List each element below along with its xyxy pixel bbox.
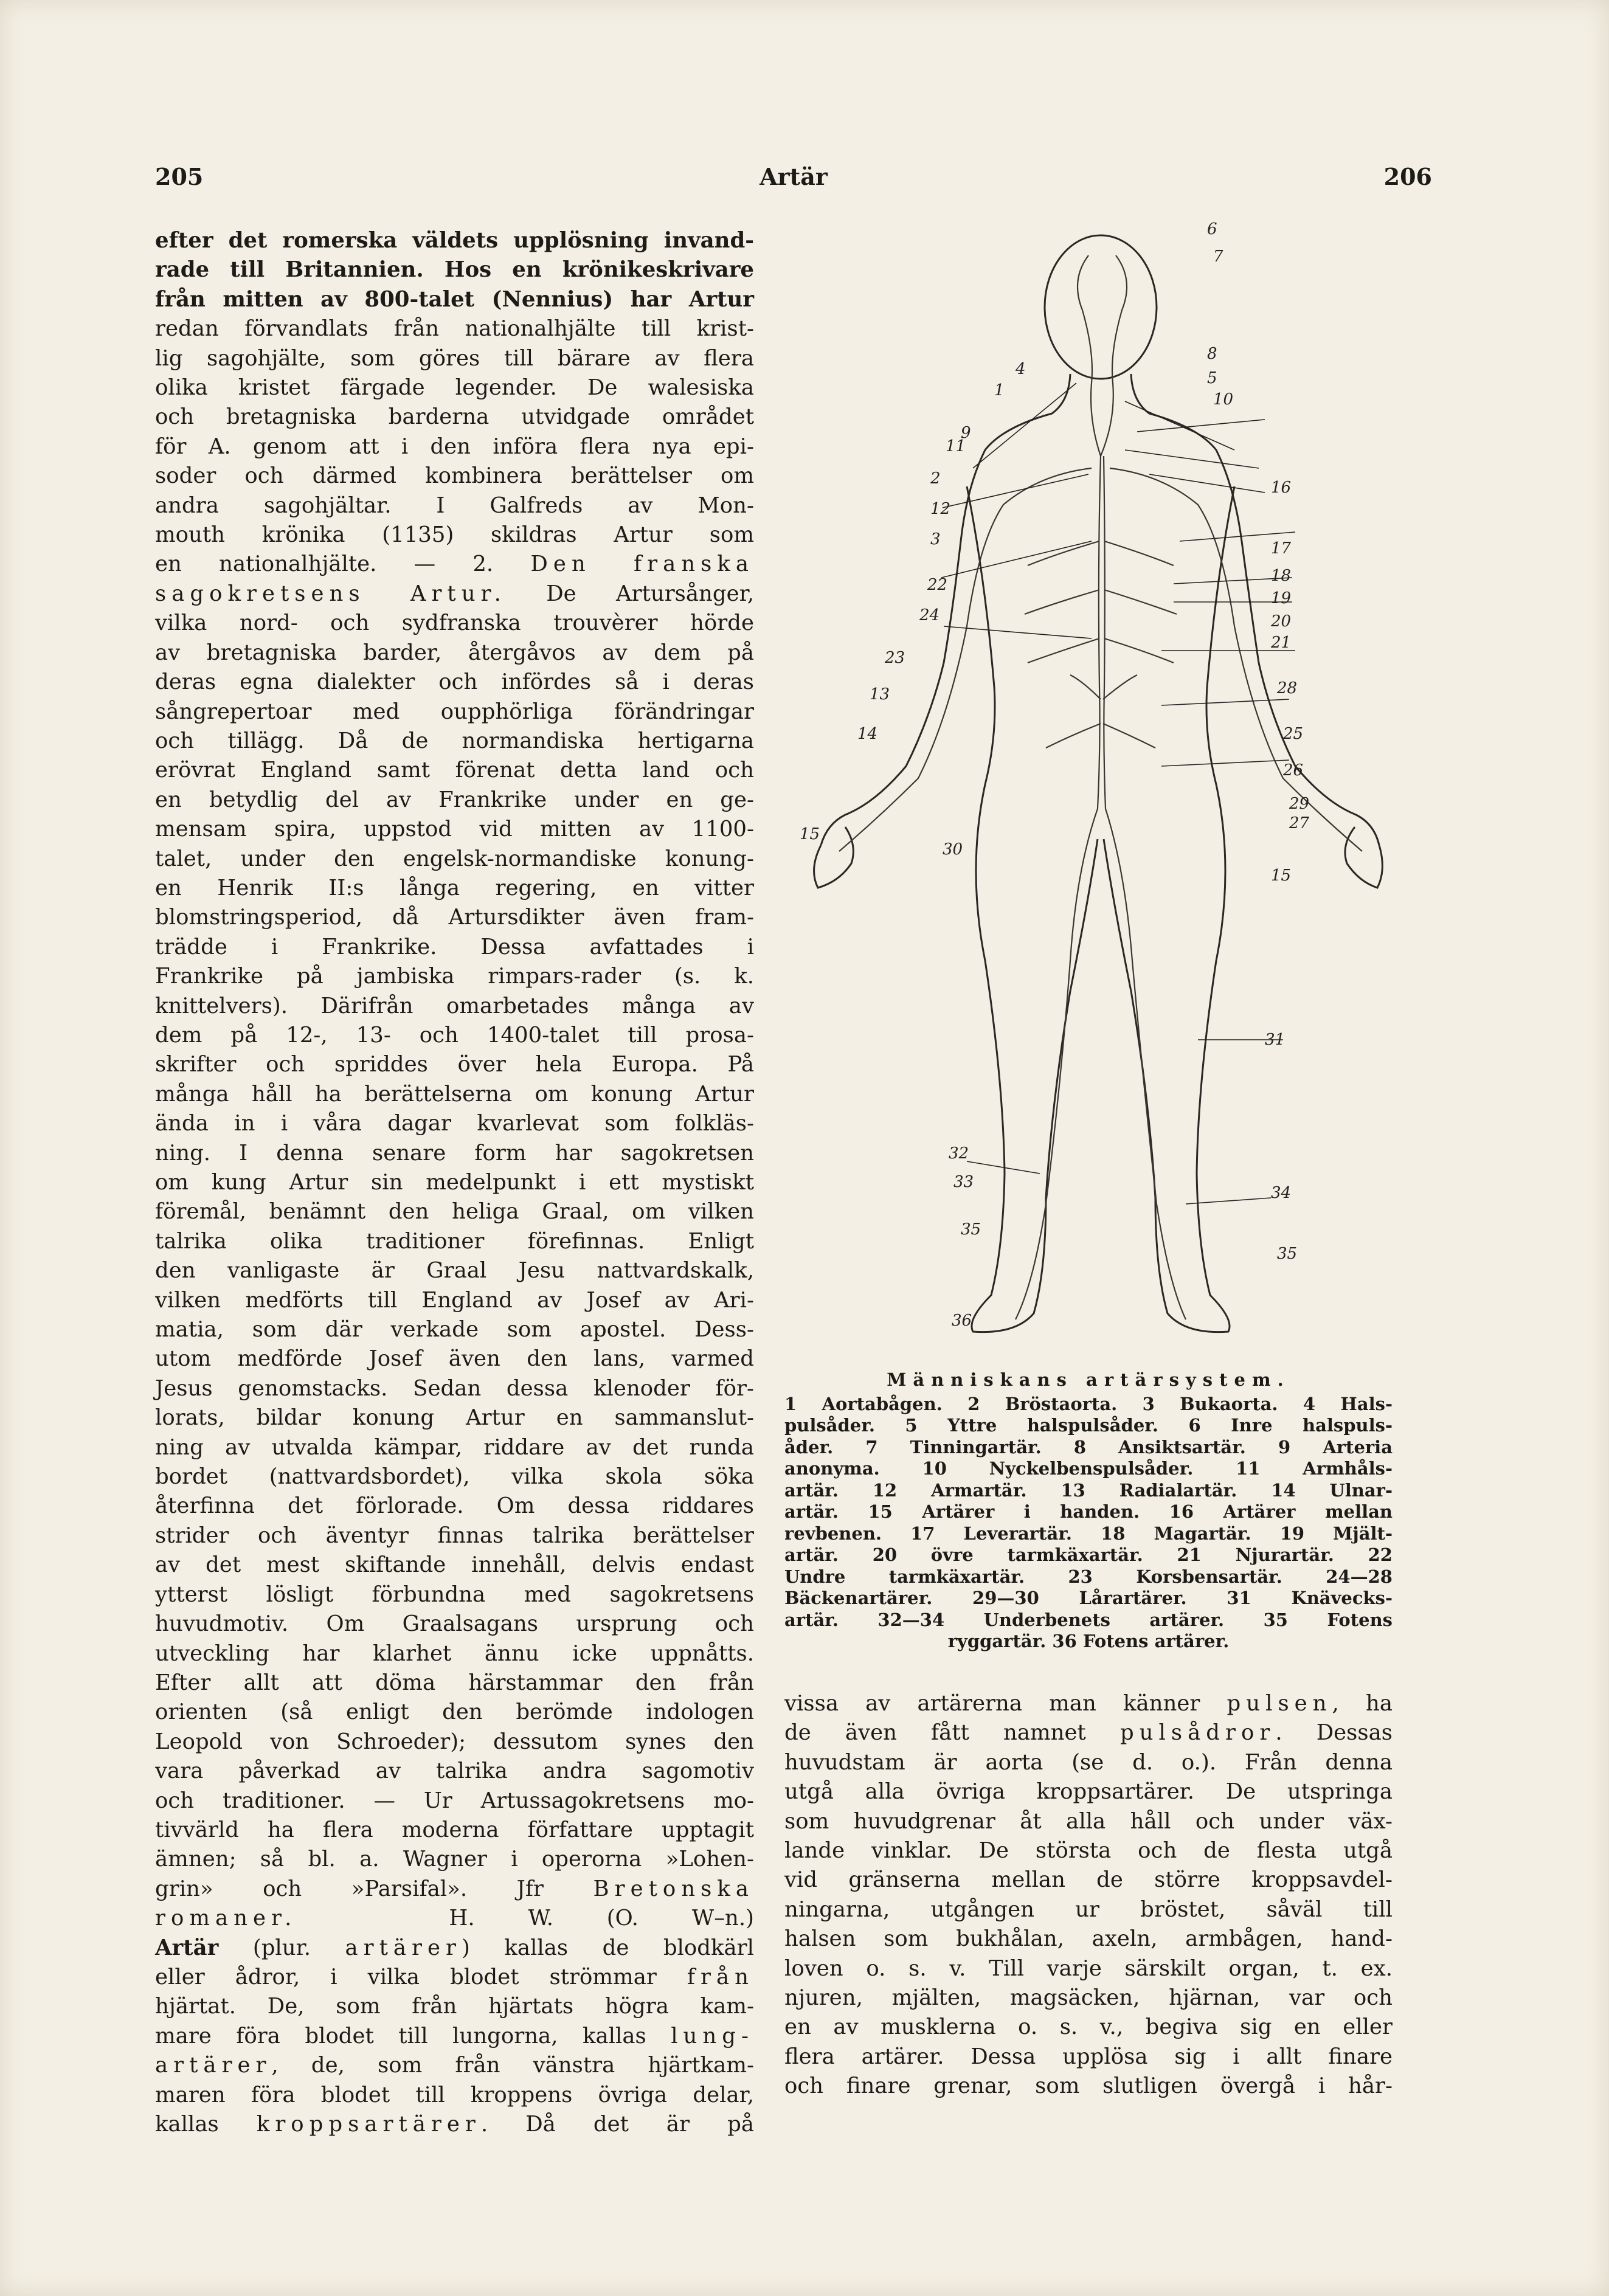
- artery-illustration: [784, 201, 1393, 1356]
- label-30: 30: [943, 840, 963, 859]
- text-line: [155, 1963, 754, 1992]
- text-line: lorats, bildar konung Artur en sammanslut-: [155, 1405, 754, 1431]
- label-33: 33: [953, 1173, 974, 1191]
- spaced-term: från: [687, 1964, 754, 1990]
- label-20: 20: [1271, 612, 1292, 631]
- text-line: återfinna det förlorade. Om dessa riddares: [155, 1493, 754, 1519]
- label-27: 27: [1289, 814, 1310, 832]
- text-line: vilken medförts till England av Josef av Ari-: [155, 1287, 754, 1313]
- text-line: skrifter och spriddes över hela Europa. På: [155, 1052, 754, 1077]
- spaced-term: kroppsartärer: [256, 2112, 481, 2137]
- spaced-term: artärer: [155, 2053, 272, 2078]
- label-15-right: 15: [1271, 866, 1292, 885]
- text-line: strider och äventyr finnas talrika berättelser: [155, 1523, 754, 1548]
- text-line: deras egna dialekter och infördes så i deras: [155, 669, 754, 695]
- text-run: eller ådror, i vilka blodet strömmar: [155, 1964, 687, 1990]
- text-line: huvudstam är aorta (se d. o.). Från denna: [784, 1749, 1393, 1775]
- caption-line: pulsåder. 5 Yttre halspulsåder. 6 Inre halspuls-: [784, 1415, 1393, 1436]
- text-line: och finare grenar, som slutligen övergå i hår-: [784, 2073, 1393, 2099]
- text-line: [155, 1934, 754, 1963]
- text-line: ning av utvalda kämpar, riddare av det runda: [155, 1434, 754, 1460]
- text-line: en betydlig del av Frankrike under en ge-: [155, 787, 754, 812]
- text-line: talrika olika traditioner förefinnas. Enligt: [155, 1228, 754, 1254]
- text-line: [155, 2110, 754, 2139]
- caption-line: artär. 12 Armartär. 13 Radialartär. 14 Ulnar-: [784, 1479, 1393, 1501]
- caption-line: 1 Aortabågen. 2 Bröstaorta. 3 Bukaorta. 4 Hals-: [784, 1393, 1393, 1414]
- text-line: knittelvers). Därifrån omarbetades många av: [155, 993, 754, 1018]
- text-run: De Artursånger,: [506, 581, 754, 606]
- text-line: [155, 550, 754, 579]
- text-run: de även fått namnet: [784, 1720, 1120, 1746]
- cross-reference-link[interactable]: romaner.: [155, 1906, 297, 1931]
- label-2: 2: [930, 469, 941, 488]
- text-line: dem på 12-, 13- och 1400-talet till prosa-: [155, 1022, 754, 1048]
- label-21: 21: [1271, 634, 1292, 652]
- text-run: en nationalhjälte. — 2.: [155, 552, 531, 577]
- left-column: [155, 226, 754, 2139]
- text-line: trädde i Frankrike. Dessa avfattades i: [155, 934, 754, 960]
- text-line: [155, 1904, 754, 1933]
- spaced-heading: sagokretsens Artur.: [155, 581, 507, 606]
- text-line: ämnen; så bl. a. Wagner i operorna »Lohen-: [155, 1847, 754, 1872]
- text-line: ning. I denna senare form har sagokretsen: [155, 1140, 754, 1166]
- text-line: andra sagohjältar. I Galfreds av Mon-: [155, 493, 754, 518]
- label-1: 1: [994, 381, 1005, 399]
- text-line: utveckling har klarhet ännu icke uppnåtts.: [155, 1641, 754, 1666]
- text-line: den vanligaste är Graal Jesu nattvardskalk,: [155, 1258, 754, 1284]
- text-line: och bretagniska barderna utvidgade området: [155, 404, 754, 430]
- label-32: 32: [949, 1144, 969, 1163]
- text-line: maren föra blodet till kroppens övriga delar,: [155, 2082, 754, 2108]
- text-line: lig sagohjälte, som göres till bärare av flera: [155, 345, 754, 371]
- text-line: efter det romerska väldets upplösning invand-: [155, 228, 754, 253]
- author-signature: H. W. (O. W–n.): [449, 1906, 754, 1931]
- right-column: [784, 1689, 1393, 2101]
- label-18: 18: [1271, 567, 1292, 585]
- caption-line: Undre tarmkäxartär. 23 Korsbensartär. 24—28: [784, 1566, 1393, 1587]
- label-10: 10: [1213, 390, 1234, 409]
- text-line: matia, som där verkade som apostel. Dess-: [155, 1317, 754, 1343]
- artery-lines: [839, 255, 1362, 1319]
- text-line: rade till Britannien. Hos en krönikeskrivare: [155, 257, 754, 283]
- spaced-term: lung-: [671, 2023, 754, 2049]
- label-35: 35: [961, 1220, 981, 1239]
- text-line: ningarna, utgången ur bröstet, såväl till: [784, 1897, 1393, 1922]
- text-line: Jesus genomstacks. Sedan dessa klenoder för-: [155, 1375, 754, 1401]
- text-run: , de, som från vänstra hjärtkam-: [271, 2053, 754, 2078]
- text-run: . Då det är på: [480, 2112, 754, 2137]
- text-line: [784, 1718, 1393, 1748]
- text-run: . Dessas: [1275, 1720, 1393, 1746]
- caption-line: artär. 15 Artärer i handen. 16 Artärer mellan: [784, 1501, 1393, 1522]
- text-line: halsen som bukhålan, axeln, armbågen, hand-: [784, 1926, 1393, 1952]
- caption-title: Människans artärsystem.: [887, 1369, 1290, 1390]
- text-line: en av musklerna o. s. v., begiva sig en eller: [784, 2014, 1393, 2040]
- caption-line: anonyma. 10 Nyckelbenspulsåder. 11 Armhåls-: [784, 1458, 1393, 1479]
- text-run: vissa av artärerna man känner: [784, 1691, 1227, 1716]
- text-line: och traditioner. — Ur Artussagokretsens mo-: [155, 1788, 754, 1813]
- figure-caption: [784, 1369, 1393, 1653]
- text-line: [155, 1875, 754, 1904]
- caption-line: ryggartär. 36 Fotens artärer.: [947, 1631, 1230, 1651]
- text-line: huvudmotiv. Om Graalsagans ursprung och: [155, 1611, 754, 1637]
- label-22: 22: [927, 576, 948, 594]
- text-line: som huvudgrenar åt alla håll och under väx-: [784, 1808, 1393, 1834]
- caption-line: artär. 32—34 Underbenets artärer. 35 Fotens: [784, 1609, 1393, 1630]
- text-run: ) kallas de blodkärl: [462, 1935, 754, 1960]
- text-line: olika kristet färgade legender. De walesiska: [155, 375, 754, 401]
- label-24: 24: [919, 606, 940, 624]
- caption-line: artär. 20 övre tarmkäxartär. 21 Njurartär. 22: [784, 1544, 1393, 1565]
- text-line: föremål, benämnt den heliga Graal, om vilken: [155, 1199, 754, 1225]
- text-line: av bretagniska barder, återgåvos av dem på: [155, 640, 754, 665]
- text-line: njuren, mjälten, magsäcken, hjärnan, var och: [784, 1985, 1393, 2011]
- text-line: många håll ha berättelserna om konung Artur: [155, 1081, 754, 1107]
- label-11: 11: [946, 437, 966, 455]
- label-16: 16: [1271, 479, 1292, 497]
- text-line: flera artärer. Dessa upplösa sig i allt finare: [784, 2044, 1393, 2069]
- label-6: 6: [1207, 220, 1217, 238]
- text-line: [155, 579, 754, 609]
- label-29: 29: [1289, 795, 1310, 813]
- page-number-left: 205: [155, 163, 204, 190]
- text-run: kallas: [155, 2112, 257, 2137]
- text-line: [155, 2051, 754, 2080]
- label-3: 3: [930, 530, 941, 548]
- label-4: 4: [1016, 360, 1026, 378]
- text-line: hjärtat. De, som från hjärtats högra kam-: [155, 1994, 754, 2019]
- page-header: [155, 163, 1432, 199]
- running-head: Artär: [760, 163, 828, 190]
- text-line: vid gränserna mellan de större kroppsavdel-: [784, 1867, 1393, 1893]
- label-25: 25: [1283, 725, 1304, 743]
- text-line: och tillägg. Då de normandiska hertigarna: [155, 728, 754, 753]
- label-28: 28: [1277, 679, 1298, 697]
- text-run: , ha: [1332, 1691, 1393, 1716]
- label-5: 5: [1207, 369, 1217, 387]
- text-line: orienten (så enligt den berömde indologen: [155, 1700, 754, 1725]
- text-line: om kung Artur sin medelpunkt i ett mystiskt: [155, 1170, 754, 1195]
- cross-reference-link[interactable]: Bretonska: [593, 1876, 754, 1901]
- text-run: grin» och »Parsifal». Jfr: [155, 1876, 593, 1901]
- text-run: (plur.: [218, 1935, 345, 1960]
- label-17: 17: [1271, 539, 1292, 558]
- text-line: utom medförde Josef även den lans, varmed: [155, 1346, 754, 1372]
- label-31: 31: [1265, 1031, 1285, 1049]
- caption-line: Bäckenartärer. 29—30 Lårartärer. 31 Knävecks-: [784, 1588, 1393, 1608]
- label-35-b: 35: [1277, 1245, 1298, 1263]
- text-line: loven o. s. v. Till varje särskilt organ, t. ex.: [784, 1955, 1393, 1981]
- label-13: 13: [870, 685, 890, 704]
- text-line: Frankrike på jambiska rimpars-rader (s. k.: [155, 964, 754, 989]
- text-run: mare föra blodet till lungorna, kallas: [155, 2023, 671, 2049]
- label-34: 34: [1271, 1184, 1292, 1202]
- text-line: erövrat England samt förenat detta land och: [155, 758, 754, 783]
- text-line: ytterst lösligt förbundna med sagokretsens: [155, 1582, 754, 1607]
- text-line: blomstringsperiod, då Artursdikter även fram-: [155, 905, 754, 930]
- text-line: bordet (nattvardsbordet), vilka skola söka: [155, 1464, 754, 1490]
- label-19: 19: [1271, 589, 1292, 607]
- text-line: talet, under den engelsk-normandiske konung-: [155, 846, 754, 871]
- label-12: 12: [930, 500, 951, 518]
- text-line: vilka nord- och sydfranska trouvèrer hörde: [155, 610, 754, 636]
- text-line: mouth krönika (1135) skildras Artur som: [155, 522, 754, 548]
- text-line: lande vinklar. De största och de flesta utgå: [784, 1838, 1393, 1864]
- text-line: tivvärld ha flera moderna författare upptagit: [155, 1817, 754, 1842]
- page-number-right: 206: [1383, 163, 1432, 190]
- text-line: Efter allt att döma härstammar den från: [155, 1670, 754, 1695]
- label-7: 7: [1213, 247, 1223, 266]
- spaced-term: pulsådror: [1119, 1720, 1276, 1746]
- label-15-left: 15: [800, 825, 820, 843]
- text-line: redan förvandlats från nationalhjälte till krist-: [155, 316, 754, 342]
- caption-line: åder. 7 Tinningartär. 8 Ansiktsartär. 9 Arteria: [784, 1436, 1393, 1457]
- text-line: en Henrik II:s långa regering, en vitter: [155, 875, 754, 901]
- text-line: från mitten av 800-talet (Nennius) har Artur: [155, 286, 754, 312]
- text-line: ända in i våra dagar kvarlevat som folkläs-: [155, 1111, 754, 1136]
- label-36: 36: [952, 1312, 972, 1330]
- entry-headword: Artär: [155, 1935, 219, 1960]
- label-9: 9: [961, 424, 971, 442]
- label-26: 26: [1283, 761, 1304, 780]
- text-line: för A. genom att i den införa flera nya epi-: [155, 434, 754, 459]
- text-line: soder och därmed kombinera berättelser om: [155, 463, 754, 489]
- text-line: sångrepertoar med oupphörliga förändringar: [155, 699, 754, 724]
- leader-lines: [941, 383, 1298, 1204]
- spaced-heading: Den franska: [530, 552, 754, 577]
- text-line: utgå alla övriga kroppsartärer. De utspringa: [784, 1779, 1393, 1805]
- text-line: [784, 1689, 1393, 1718]
- artery-system-figure: [784, 201, 1393, 1356]
- caption-line: revbenen. 17 Leverartär. 18 Magartär. 19 Mjält-: [784, 1523, 1393, 1544]
- figure-labels: [800, 220, 1310, 1330]
- text-line: av det mest skiftande innehåll, delvis endast: [155, 1552, 754, 1578]
- label-8: 8: [1207, 345, 1217, 363]
- label-23: 23: [885, 649, 905, 667]
- label-14: 14: [857, 725, 878, 743]
- text-line: [155, 2022, 754, 2051]
- text-line: vara påverkad av talrika andra sagomotiv: [155, 1758, 754, 1784]
- text-line: mensam spira, uppstod vid mitten av 1100-: [155, 817, 754, 842]
- text-line: Leopold von Schroeder); dessutom synes den: [155, 1729, 754, 1754]
- spaced-term: artärer: [345, 1935, 462, 1960]
- spaced-term: pulsen: [1227, 1691, 1332, 1716]
